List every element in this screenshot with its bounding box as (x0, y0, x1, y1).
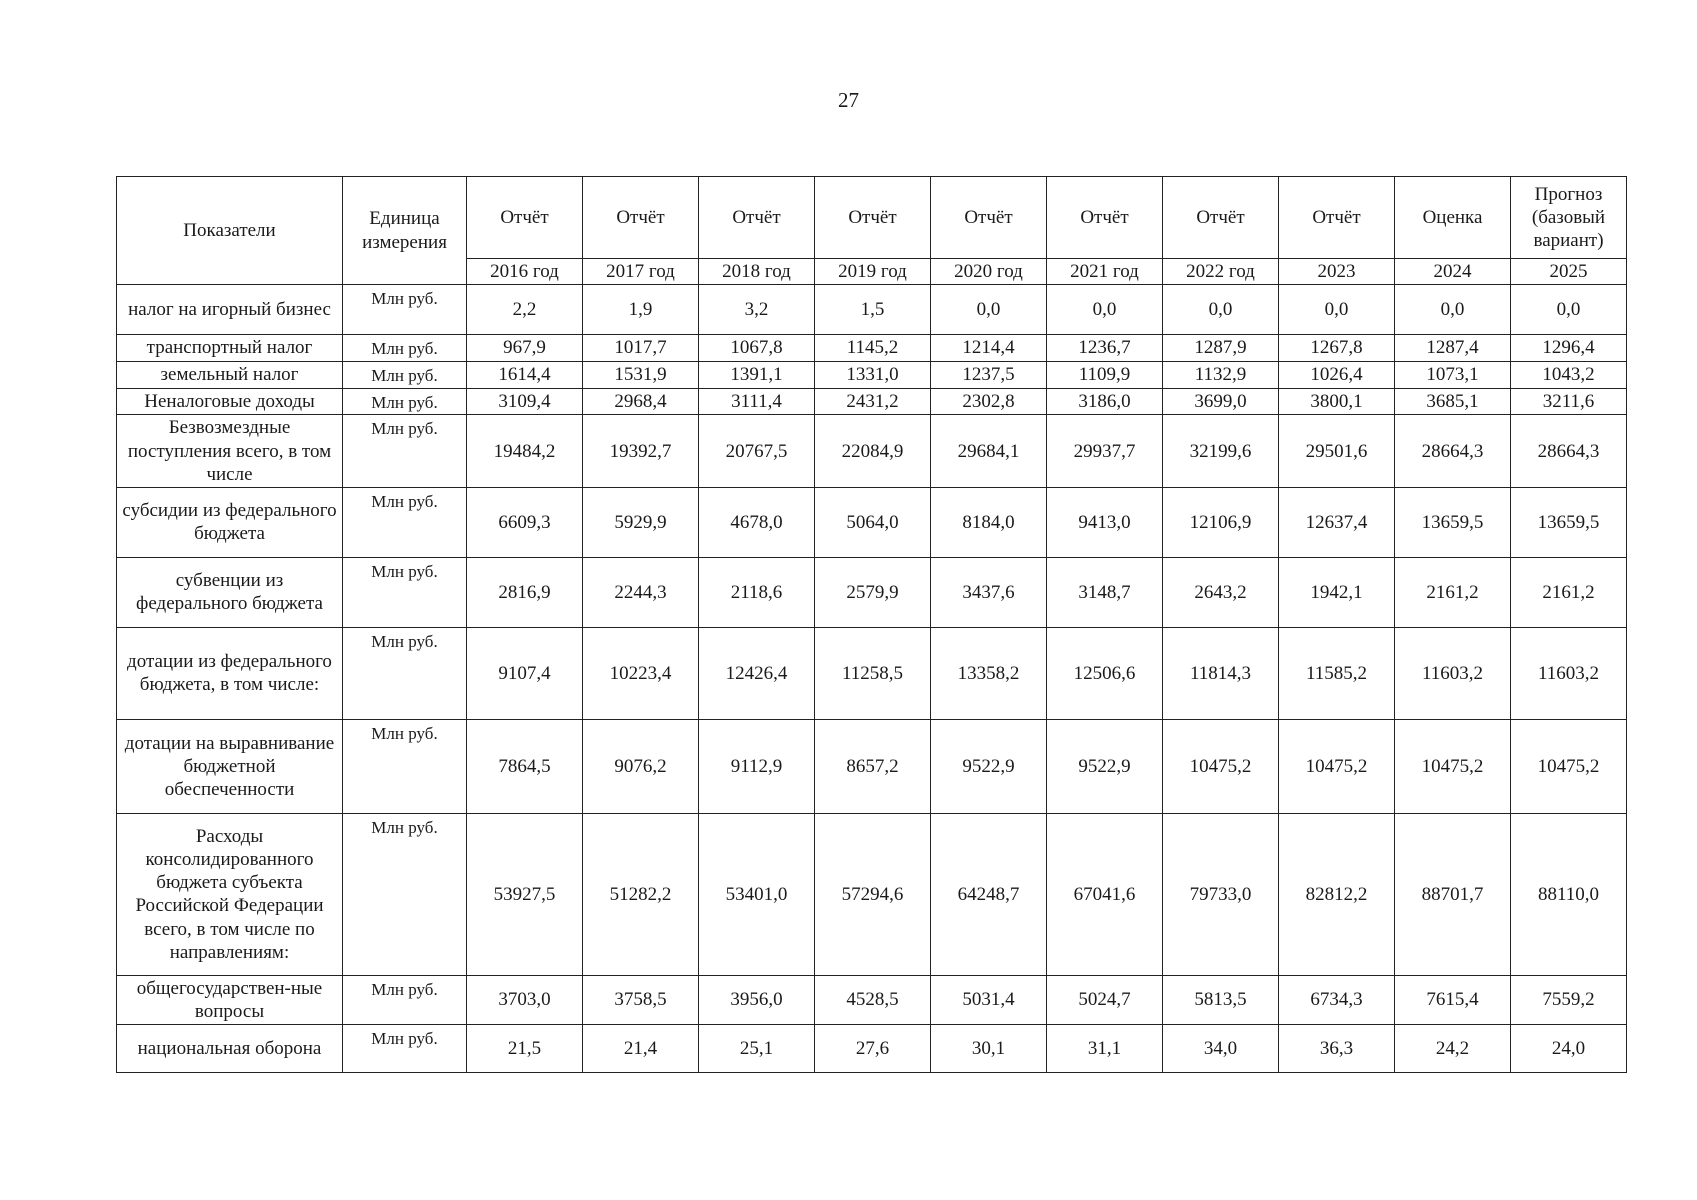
value-cell: 9413,0 (1047, 487, 1163, 557)
value-cell: 29501,6 (1279, 415, 1395, 488)
column-header: Оценка (1395, 177, 1511, 259)
value-cell: 1531,9 (583, 361, 699, 388)
value-cell: 10475,2 (1279, 719, 1395, 813)
value-cell: 1026,4 (1279, 361, 1395, 388)
value-cell: 1942,1 (1279, 557, 1395, 627)
year-header: 2021 год (1047, 259, 1163, 285)
value-cell: 8657,2 (815, 719, 931, 813)
column-header: Отчёт (1047, 177, 1163, 259)
table-row (117, 388, 1627, 415)
column-header: Отчёт (1279, 177, 1395, 259)
value-cell: 967,9 (467, 335, 583, 362)
value-cell: 13358,2 (931, 627, 1047, 719)
value-cell: 3109,4 (467, 388, 583, 415)
value-cell: 1145,2 (815, 335, 931, 362)
value-cell: 2816,9 (467, 557, 583, 627)
value-cell: 3111,4 (699, 388, 815, 415)
value-cell: 3437,6 (931, 557, 1047, 627)
value-cell: 3956,0 (699, 975, 815, 1024)
table-row (117, 361, 1627, 388)
value-cell: 24,2 (1395, 1025, 1511, 1073)
value-cell: 11603,2 (1395, 627, 1511, 719)
value-cell: 7864,5 (467, 719, 583, 813)
value-cell: 10223,4 (583, 627, 699, 719)
value-cell: 1,5 (815, 285, 931, 335)
unit-cell: Млн руб. (343, 719, 467, 813)
value-cell: 28664,3 (1511, 415, 1627, 488)
value-cell: 7559,2 (1511, 975, 1627, 1024)
value-cell: 9522,9 (931, 719, 1047, 813)
value-cell: 12637,4 (1279, 487, 1395, 557)
value-cell: 4678,0 (699, 487, 815, 557)
value-cell: 7615,4 (1395, 975, 1511, 1024)
value-cell: 3148,7 (1047, 557, 1163, 627)
indicator-cell: национальная оборона (117, 1025, 343, 1073)
budget-table (116, 176, 1627, 1073)
unit-cell: Млн руб. (343, 1025, 467, 1073)
indicator-cell: транспортный налог (117, 335, 343, 362)
value-cell: 1214,4 (931, 335, 1047, 362)
table-row (117, 1025, 1627, 1073)
value-cell: 11258,5 (815, 627, 931, 719)
value-cell: 0,0 (1163, 285, 1279, 335)
unit-cell: Млн руб. (343, 285, 467, 335)
value-cell: 12426,4 (699, 627, 815, 719)
table-body (117, 285, 1627, 1073)
column-header: Отчёт (1163, 177, 1279, 259)
value-cell: 3699,0 (1163, 388, 1279, 415)
page-number: 27 (838, 88, 859, 112)
unit-cell: Млн руб. (343, 975, 467, 1024)
header-row (117, 177, 1627, 259)
value-cell: 3211,6 (1511, 388, 1627, 415)
value-cell: 5031,4 (931, 975, 1047, 1024)
value-cell: 0,0 (1395, 285, 1511, 335)
value-cell: 82812,2 (1279, 813, 1395, 975)
value-cell: 2,2 (467, 285, 583, 335)
value-cell: 51282,2 (583, 813, 699, 975)
year-header: 2020 год (931, 259, 1047, 285)
unit-cell: Млн руб. (343, 335, 467, 362)
value-cell: 21,4 (583, 1025, 699, 1073)
value-cell: 27,6 (815, 1025, 931, 1073)
table-row (117, 719, 1627, 813)
value-cell: 1073,1 (1395, 361, 1511, 388)
value-cell: 79733,0 (1163, 813, 1279, 975)
value-cell: 3685,1 (1395, 388, 1511, 415)
indicator-cell: Безвозмездные поступления всего, в том числе (117, 415, 343, 488)
indicator-cell: дотации из федерального бюджета, в том числе: (117, 627, 343, 719)
value-cell: 57294,6 (815, 813, 931, 975)
year-header: 2019 год (815, 259, 931, 285)
value-cell: 8184,0 (931, 487, 1047, 557)
indicator-cell: налог на игорный бизнес (117, 285, 343, 335)
year-header: 2024 (1395, 259, 1511, 285)
value-cell: 12106,9 (1163, 487, 1279, 557)
value-cell: 1043,2 (1511, 361, 1627, 388)
table-row (117, 813, 1627, 975)
indicator-cell: субсидии из федерального бюджета (117, 487, 343, 557)
indicator-cell: общегосударствен-ные вопросы (117, 975, 343, 1024)
value-cell: 1017,7 (583, 335, 699, 362)
unit-cell: Млн руб. (343, 415, 467, 488)
value-cell: 2244,3 (583, 557, 699, 627)
value-cell: 32199,6 (1163, 415, 1279, 488)
value-cell: 53927,5 (467, 813, 583, 975)
value-cell: 13659,5 (1395, 487, 1511, 557)
indicator-cell: Расходы консолидированного бюджета субъекта Российской Федерации всего, в том числе по направлениям: (117, 813, 343, 975)
year-header: 2022 год (1163, 259, 1279, 285)
value-cell: 12506,6 (1047, 627, 1163, 719)
value-cell: 2579,9 (815, 557, 931, 627)
value-cell: 3800,1 (1279, 388, 1395, 415)
value-cell: 2968,4 (583, 388, 699, 415)
unit-cell: Млн руб. (343, 361, 467, 388)
column-header: Отчёт (467, 177, 583, 259)
indicator-header: Показатели (117, 177, 343, 285)
value-cell: 1287,9 (1163, 335, 1279, 362)
value-cell: 1331,0 (815, 361, 931, 388)
value-cell: 0,0 (1047, 285, 1163, 335)
table-row (117, 487, 1627, 557)
value-cell: 19484,2 (467, 415, 583, 488)
value-cell: 5929,9 (583, 487, 699, 557)
value-cell: 1287,4 (1395, 335, 1511, 362)
unit-cell: Млн руб. (343, 813, 467, 975)
value-cell: 9107,4 (467, 627, 583, 719)
value-cell: 1132,9 (1163, 361, 1279, 388)
value-cell: 2643,2 (1163, 557, 1279, 627)
table-row (117, 975, 1627, 1024)
value-cell: 3758,5 (583, 975, 699, 1024)
value-cell: 2302,8 (931, 388, 1047, 415)
value-cell: 20767,5 (699, 415, 815, 488)
value-cell: 88701,7 (1395, 813, 1511, 975)
value-cell: 67041,6 (1047, 813, 1163, 975)
value-cell: 10475,2 (1511, 719, 1627, 813)
value-cell: 10475,2 (1163, 719, 1279, 813)
value-cell: 25,1 (699, 1025, 815, 1073)
value-cell: 1296,4 (1511, 335, 1627, 362)
value-cell: 64248,7 (931, 813, 1047, 975)
column-header: Отчёт (815, 177, 931, 259)
unit-cell: Млн руб. (343, 388, 467, 415)
value-cell: 3703,0 (467, 975, 583, 1024)
value-cell: 6734,3 (1279, 975, 1395, 1024)
unit-cell: Млн руб. (343, 487, 467, 557)
value-cell: 1236,7 (1047, 335, 1163, 362)
value-cell: 5813,5 (1163, 975, 1279, 1024)
value-cell: 10475,2 (1395, 719, 1511, 813)
value-cell: 1109,9 (1047, 361, 1163, 388)
year-header: 2025 (1511, 259, 1627, 285)
value-cell: 11814,3 (1163, 627, 1279, 719)
value-cell: 11603,2 (1511, 627, 1627, 719)
value-cell: 21,5 (467, 1025, 583, 1073)
value-cell: 0,0 (1279, 285, 1395, 335)
value-cell: 22084,9 (815, 415, 931, 488)
value-cell: 2161,2 (1395, 557, 1511, 627)
table-row (117, 415, 1627, 488)
value-cell: 1067,8 (699, 335, 815, 362)
table-row (117, 285, 1627, 335)
value-cell: 6609,3 (467, 487, 583, 557)
year-header: 2018 год (699, 259, 815, 285)
value-cell: 1614,4 (467, 361, 583, 388)
value-cell: 19392,7 (583, 415, 699, 488)
value-cell: 1267,8 (1279, 335, 1395, 362)
value-cell: 0,0 (931, 285, 1047, 335)
year-header: 2023 (1279, 259, 1395, 285)
table-row (117, 335, 1627, 362)
value-cell: 4528,5 (815, 975, 931, 1024)
value-cell: 9522,9 (1047, 719, 1163, 813)
value-cell: 0,0 (1511, 285, 1627, 335)
value-cell: 2161,2 (1511, 557, 1627, 627)
value-cell: 5024,7 (1047, 975, 1163, 1024)
value-cell: 11585,2 (1279, 627, 1395, 719)
value-cell: 2118,6 (699, 557, 815, 627)
unit-header: Единица измерения (343, 177, 467, 285)
column-header: Прогноз (базовый вариант) (1511, 177, 1627, 259)
value-cell: 36,3 (1279, 1025, 1395, 1073)
unit-cell: Млн руб. (343, 557, 467, 627)
indicator-cell: Неналоговые доходы (117, 388, 343, 415)
value-cell: 3186,0 (1047, 388, 1163, 415)
value-cell: 28664,3 (1395, 415, 1511, 488)
value-cell: 1237,5 (931, 361, 1047, 388)
year-header: 2016 год (467, 259, 583, 285)
value-cell: 9076,2 (583, 719, 699, 813)
value-cell: 1391,1 (699, 361, 815, 388)
value-cell: 9112,9 (699, 719, 815, 813)
year-header: 2017 год (583, 259, 699, 285)
column-header: Отчёт (699, 177, 815, 259)
table-row (117, 557, 1627, 627)
value-cell: 53401,0 (699, 813, 815, 975)
value-cell: 30,1 (931, 1025, 1047, 1073)
indicator-cell: земельный налог (117, 361, 343, 388)
value-cell: 88110,0 (1511, 813, 1627, 975)
value-cell: 31,1 (1047, 1025, 1163, 1073)
column-header: Отчёт (931, 177, 1047, 259)
value-cell: 5064,0 (815, 487, 931, 557)
indicator-cell: дотации на выравнивание бюджетной обеспеченности (117, 719, 343, 813)
value-cell: 1,9 (583, 285, 699, 335)
column-header: Отчёт (583, 177, 699, 259)
value-cell: 29684,1 (931, 415, 1047, 488)
table-row (117, 627, 1627, 719)
value-cell: 13659,5 (1511, 487, 1627, 557)
value-cell: 2431,2 (815, 388, 931, 415)
value-cell: 29937,7 (1047, 415, 1163, 488)
unit-cell: Млн руб. (343, 627, 467, 719)
value-cell: 3,2 (699, 285, 815, 335)
value-cell: 34,0 (1163, 1025, 1279, 1073)
value-cell: 24,0 (1511, 1025, 1627, 1073)
indicator-cell: субвенции из федерального бюджета (117, 557, 343, 627)
